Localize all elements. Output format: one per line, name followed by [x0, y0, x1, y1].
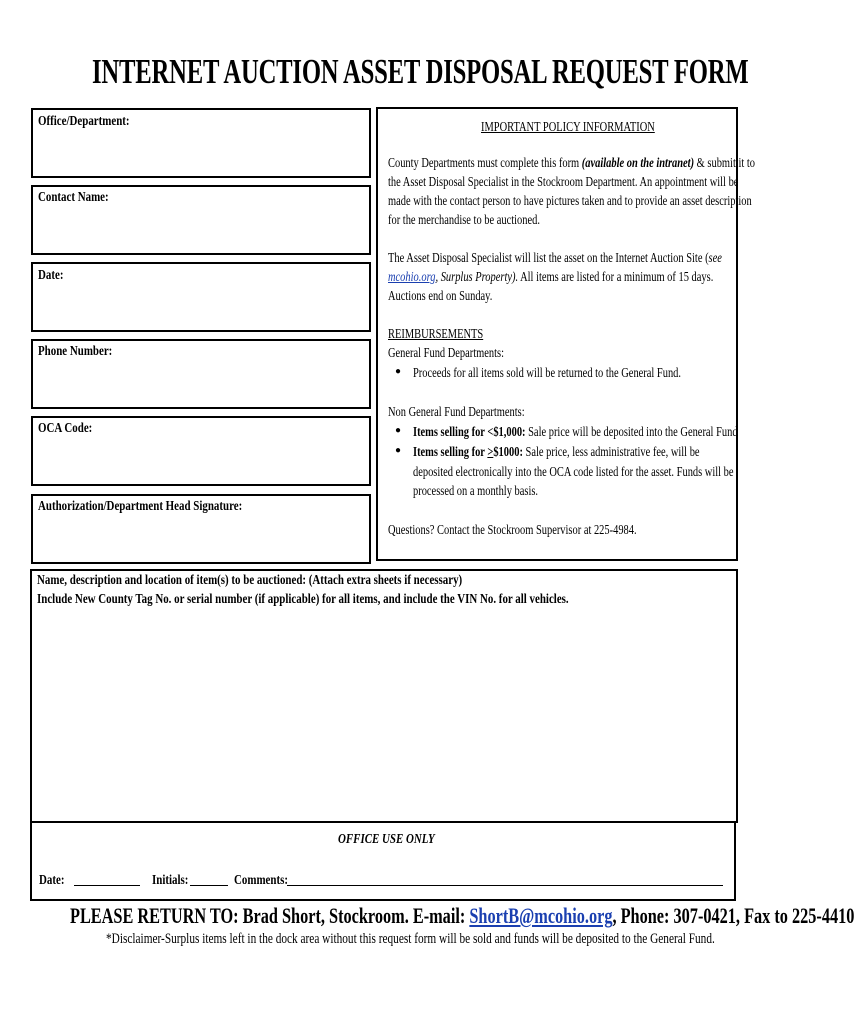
- bullet-icon: ●: [395, 445, 402, 456]
- contact-name-label: Contact Name:: [38, 190, 109, 205]
- signature-label: Authorization/Department Head Signature:: [38, 499, 243, 514]
- non-general-fund-bullet-2: Items selling for >$1000: Sale price, less administrative fee, will be: [413, 444, 700, 459]
- non-general-fund-heading: Non General Fund Departments:: [388, 404, 525, 419]
- office-department-field[interactable]: [31, 108, 371, 178]
- item-description-instructions: Include New County Tag No. or serial number (if applicable) for all items, and include the VIN No. for all vehicles.: [37, 592, 569, 607]
- phone-number-field[interactable]: [31, 339, 371, 409]
- bullet-icon: ●: [395, 425, 402, 436]
- office-use-box: [30, 821, 736, 901]
- date-field[interactable]: [31, 262, 371, 332]
- item-description-label: Name, description and location of item(s) to be auctioned: (Attach extra sheets if necessary): [37, 573, 463, 588]
- policy-paragraph-2: The Asset Disposal Specialist will list the asset on the Internet Auction Site (see: [388, 250, 722, 265]
- office-date-label: Date:: [39, 873, 65, 888]
- office-initials-label: Initials:: [152, 873, 189, 888]
- office-initials-input[interactable]: [190, 873, 228, 886]
- bullet-icon: ●: [395, 366, 402, 377]
- item-description-field[interactable]: [30, 569, 738, 823]
- office-comments-input[interactable]: [287, 873, 723, 886]
- disclaimer-text: *Disclaimer-Surplus items left in the dock area without this request form will be sold and funds will be deposited to the General Fund.: [106, 931, 715, 947]
- mcohio-link[interactable]: mcohio.org: [388, 269, 436, 284]
- oca-code-field[interactable]: [31, 416, 371, 486]
- contact-name-field[interactable]: [31, 185, 371, 255]
- general-fund-bullet: Proceeds for all items sold will be returned to the General Fund.: [413, 365, 682, 380]
- office-date-input[interactable]: [74, 873, 140, 886]
- policy-heading: IMPORTANT POLICY INFORMATION: [481, 119, 655, 134]
- form-title: INTERNET AUCTION ASSET DISPOSAL REQUEST FORM: [92, 52, 749, 91]
- general-fund-heading: General Fund Departments:: [388, 345, 505, 360]
- signature-field[interactable]: [31, 494, 371, 564]
- questions-text: Questions? Contact the Stockroom Supervisor at 225-4984.: [388, 522, 637, 537]
- office-department-label: Office/Department:: [38, 114, 130, 129]
- office-use-heading: OFFICE USE ONLY: [338, 832, 435, 847]
- oca-code-label: OCA Code:: [38, 421, 93, 436]
- date-label: Date:: [38, 268, 64, 283]
- return-instructions: PLEASE RETURN TO: Brad Short, Stockroom. E-mail: ShortB@mcohio.org, Phone: 307-0421, Fax to 225-4410: [70, 903, 855, 928]
- email-link[interactable]: ShortB@mcohio.org: [469, 903, 613, 928]
- policy-paragraph-1: County Departments must complete this form (available on the intranet) & submit it to: [388, 155, 756, 170]
- non-general-fund-bullet-1: Items selling for <$1,000: Sale price will be deposited into the General Fund: [413, 424, 738, 439]
- policy-information-box: IMPORTANT POLICY INFORMATION County Departments must complete this form (available on the intranet) & submit it to the Asset Disposal Specialist in the Stockroom Department. An appointment will be made with the contact person to have pictures taken and to provide an asset description for the merchandise to be auctioned. The Asset Disposal Specialist will list the asset on the Internet Auction Site (see mcohio.org, Surplus Property). All items are listed for a minimum of 15 days. Auctions end on Sunday. REIMBURSEMENTS General Fund Departments: ● Proceeds for all items sold will be returned to the General Fund. Non General Fund Departments: ● Items selling for <$1,000: Sale price will be deposited into the General Fund ● Items selling for >$1000: Sale price, less administrative fee, will be deposited electronically into the OCA code listed for the asset. Funds will be processed on a monthly basis. Questions? Contact the Stockroom Supervisor at 225-4984.: [376, 107, 738, 561]
- office-comments-label: Comments:: [234, 873, 288, 888]
- phone-number-label: Phone Number:: [38, 344, 113, 359]
- reimbursements-heading: REIMBURSEMENTS: [388, 326, 484, 341]
